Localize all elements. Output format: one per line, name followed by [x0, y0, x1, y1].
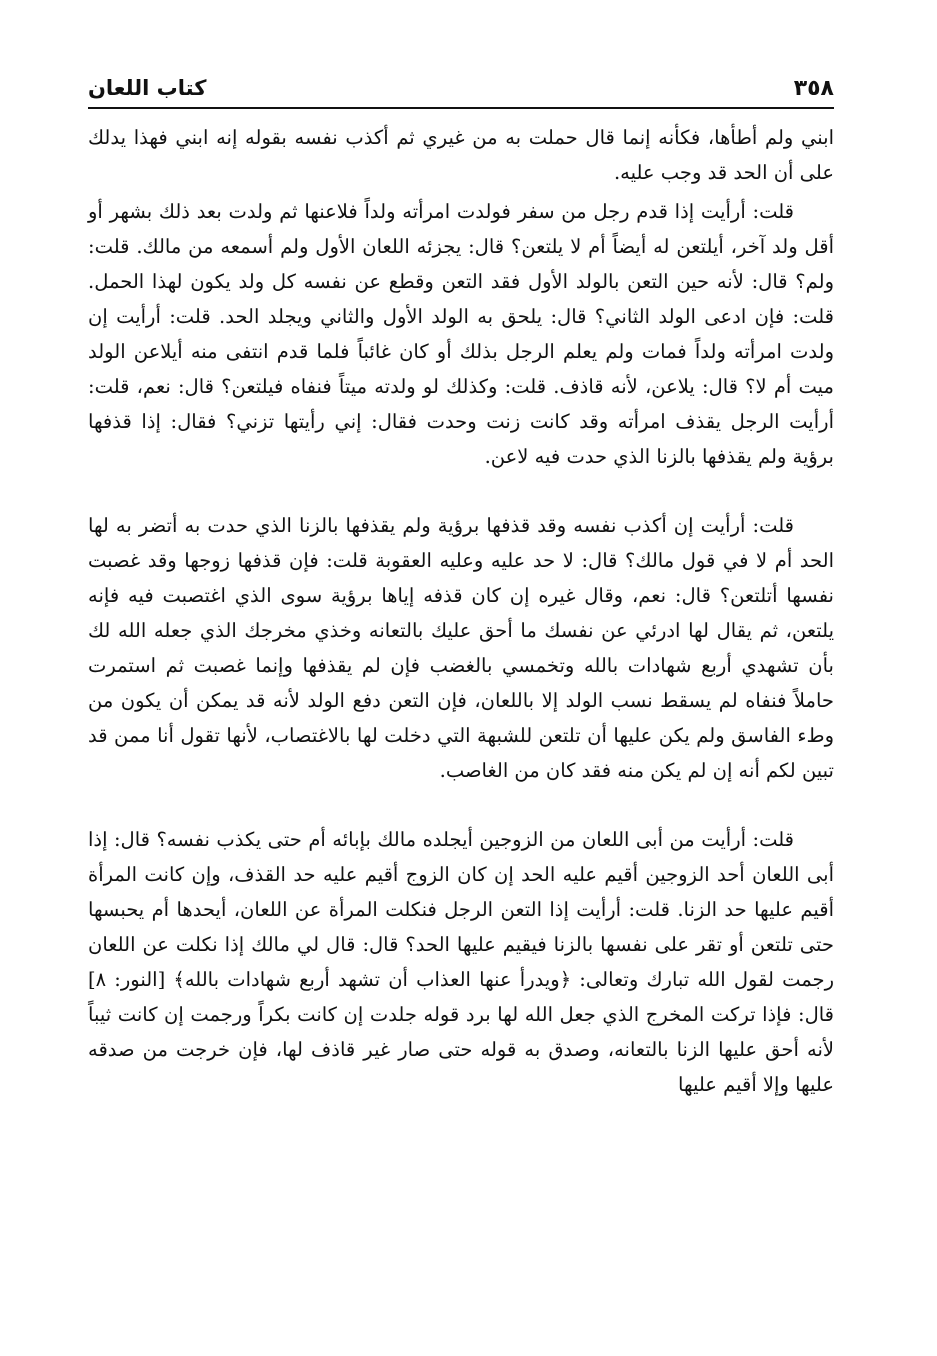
running-header	[88, 62, 834, 100]
header-divider	[88, 107, 834, 109]
paragraph: قلت: أرأيت إذا قدم رجل من سفر فولدت امرأته ولداً فلاعنها ثم ولدت بعد ذلك بشهر أو أقل ولد آخر، أيلتعن له أيضاً أم لا يلتعن؟ قال: يجزئه اللعان الأول ولم أسمعه من مالك. قلت: ولم؟ قال: لأنه حين التعن بالولد الأول فقد التعن وقطع عن نفسه كل ولد يكون لهذا الحمل. قلت: فإن ادعى الولد الثاني؟ قال: يلحق به الولد الأول والثاني ويجلد الحد. قلت: أرأيت إن ولدت امرأته ولداً فمات ولم يعلم الرجل بذلك أو كان غائباً فلما قدم انتفى منه أيلاعن الولد ميت أم لا؟ قال: يلاعن، لأنه قاذف. قلت: وكذلك لو ولدته ميتاً فنفاه فيلتعن؟ قال: نعم، قلت: أرأيت الرجل يقذف امرأته وقد كانت زنت وحدت فقال: إني رأيتها تزني؟ فقال: إذا قذفها برؤية ولم يقذفها بالزنا الذي حدت فيه لاعن.	[88, 200, 834, 468]
paragraph: قلت: أرأيت من أبى اللعان من الزوجين أيجلده مالك بإبائه أم حتى يكذب نفسه؟ قال: إذا أبى اللعان أحد الزوجين أقيم عليه الحد إن كان الزوج أقيم عليه حد القذف، وإن كانت المرأة أقيم عليها حد الزنا. قلت: أرأيت إذا التعن الرجل فنكلت المرأة عن اللعان، أيحدها أم يحبسها حتى تلتعن أو تقر على نفسها بالزنا فيقيم عليها الحد؟ قال: قال لي مالك إذا نكلت عن اللعان رجمت لقول الله تبارك وتعالى: ﴿ويدرأ عنها العذاب أن تشهد أربع شهادات بالله﴾ [النور: ٨] قال: فإذا تركت المخرج الذي جعل الله لها برد قوله جلدت إن كانت بكراً ورجمت إن كانت ثيباً لأنه أحق عليها الزنا بالتعانه، وصدق به قوله حتى صار غير قاذف لها، فإن خرجت من صدقه عليها وإلا أقيم عليها	[88, 828, 835, 1096]
page-body	[88, 120, 834, 1102]
chapter-title: كتاب اللعان	[88, 76, 207, 100]
book-page	[88, 62, 835, 1096]
paragraph: ابني ولم أطأها، فكأنه إنما قال حملت به من غيري ثم أكذب نفسه بقوله إنه ابني فهذا يدلك على أن الحد قد وجب عليه.	[88, 126, 834, 184]
page-number: ٣٥٨	[793, 76, 834, 101]
paragraph: قلت: أرأيت إن أكذب نفسه وقد قذفها برؤية ولم يقذفها بالزنا الذي حدت به أتضر به لها الحد أم لا في قول مالك؟ قال: لا حد عليه وعليه العقوبة قلت: فإن قذفها زوجها وقد غصبت نفسها أتلتعن؟ قال: نعم، وقال غيره إن كان قذفه إياها برؤية سوى الذي اغتصبت فيه فإنه يلتعن، ثم يقال لها ادرئي عن نفسك ما أحق عليك بالتعانه وخذي مخرجك الذي جعله الله لك بأن تشهدي أربع شهادات بالله وتخمسي بالغضب فإن لم يقذفها وإنما غصبت ثم استمرت حاملاً فنفاه لم يسقط نسب الولد إلا باللعان، فإن التعن دفع الولد لأنه قد يمكن أن يكون من وطء الفاسق ولم يكن عليها أن تلتعن للشبهة التي دخلت لها بالاغتصاب، لأنها تقول أنا ممن قد تبين لكم أنه إن لم يكن منه فقد كان من الغاصب.	[88, 514, 834, 782]
